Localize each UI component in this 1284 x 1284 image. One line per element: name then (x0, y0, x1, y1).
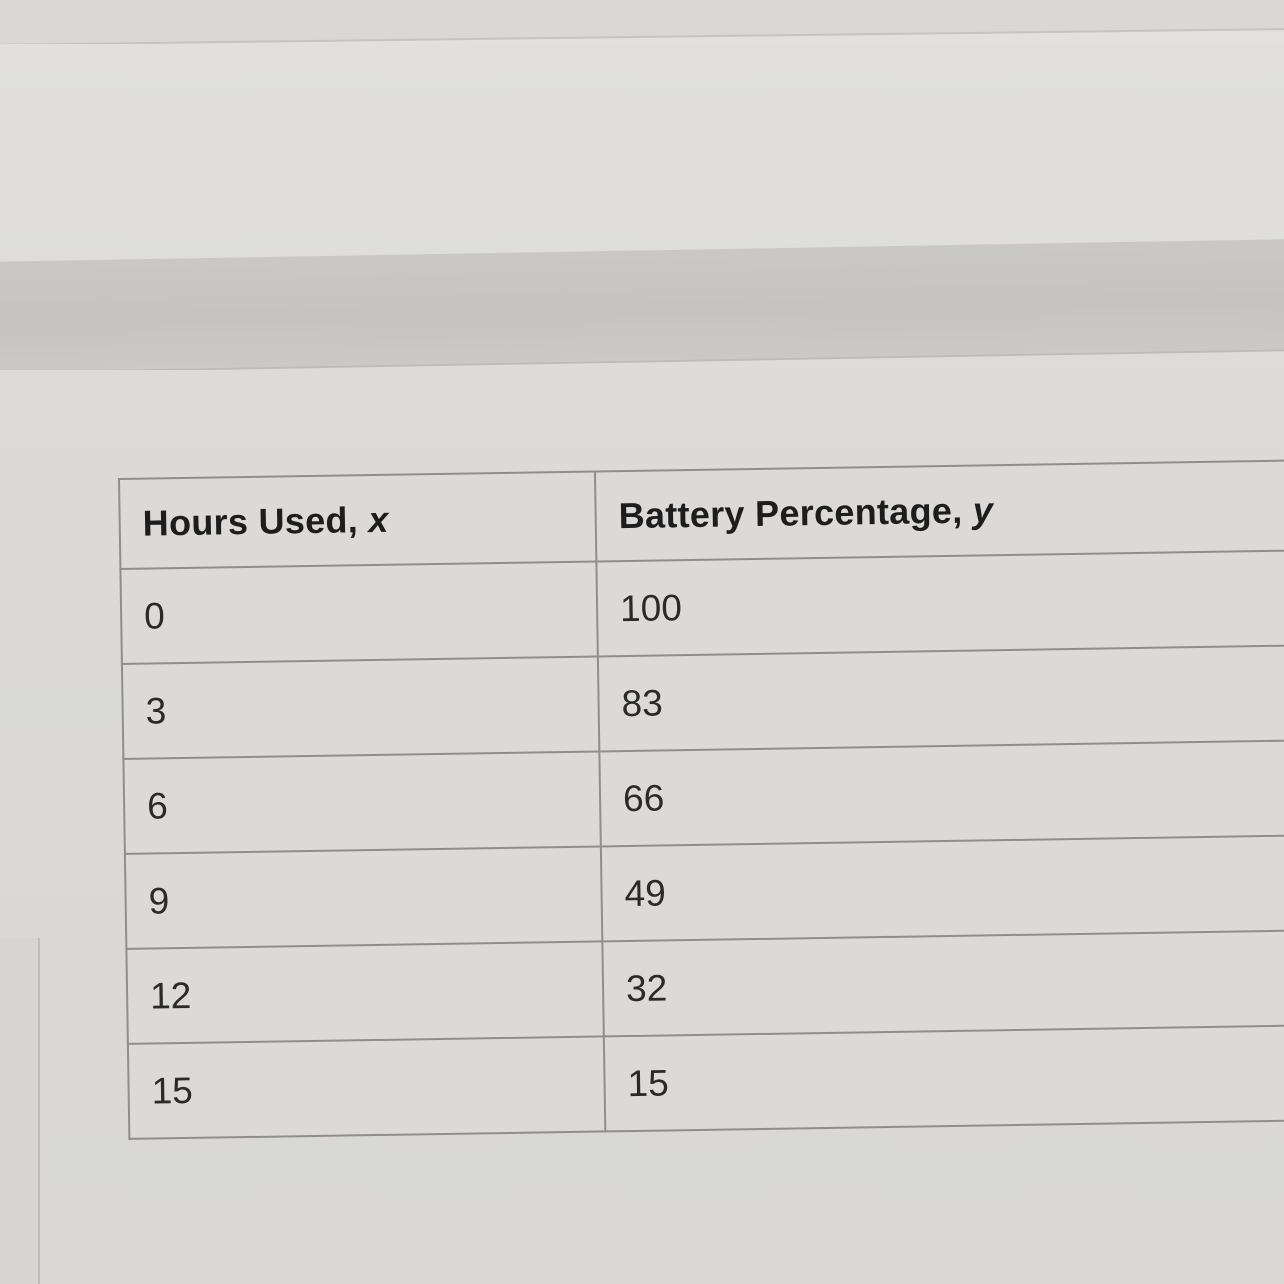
battery-cell: 100 (596, 550, 1284, 656)
table-row (122, 645, 1284, 759)
hours-cell: 3 (122, 656, 599, 758)
header-battery-percentage-label: Battery Percentage, (618, 489, 974, 537)
hours-cell: 15 (128, 1036, 605, 1138)
table-row (120, 550, 1284, 664)
header-battery-percentage (595, 460, 1284, 561)
table-row (126, 930, 1284, 1044)
battery-cell: 83 (598, 645, 1284, 751)
header-hours-used-label: Hours Used, (142, 499, 369, 544)
battery-cell: 49 (601, 835, 1284, 941)
left-edge-panel (0, 938, 40, 1284)
battery-cell: 66 (599, 740, 1284, 846)
battery-cell: 32 (602, 930, 1284, 1036)
hours-cell: 9 (125, 846, 602, 948)
gray-bar (0, 239, 1284, 374)
table-row (128, 1025, 1284, 1139)
battery-cell: 15 (604, 1025, 1284, 1131)
header-battery-percentage-variable: y (972, 489, 994, 531)
hours-cell: 0 (120, 561, 597, 663)
hours-cell: 12 (126, 941, 603, 1043)
hours-cell: 6 (123, 751, 600, 853)
header-hours-used (119, 472, 596, 569)
header-hours-used-variable: x (368, 498, 389, 541)
table-row (125, 835, 1284, 949)
data-table (118, 459, 1284, 1140)
table-row (123, 740, 1284, 854)
top-band (0, 0, 1284, 46)
data-table-container (118, 459, 1284, 1140)
